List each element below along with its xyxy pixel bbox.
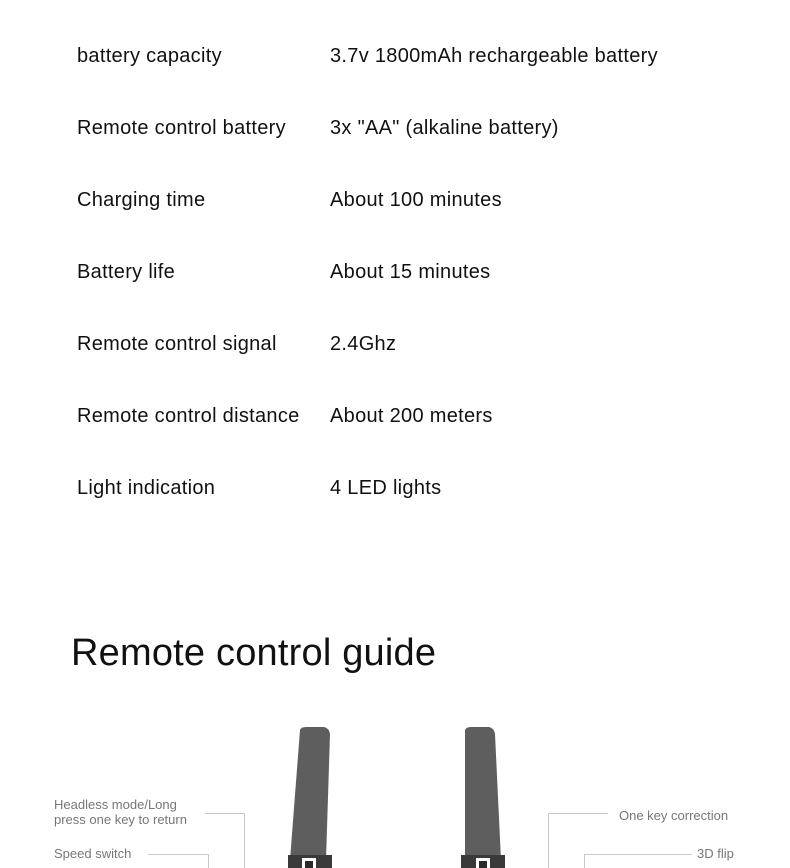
spec-value: About 200 meters [330, 405, 493, 427]
leader-line [208, 854, 209, 868]
spec-value: About 100 minutes [330, 189, 502, 211]
spec-label: Remote control distance [77, 405, 300, 427]
leader-line [548, 813, 608, 814]
spec-label: Charging time [77, 189, 206, 211]
spec-value: 4 LED lights [330, 477, 442, 499]
spec-value: 3x "AA" (alkaline battery) [330, 117, 559, 139]
leader-line [584, 854, 585, 868]
leader-line [205, 813, 244, 814]
spec-value: 3.7v 1800mAh rechargeable battery [330, 45, 658, 67]
leader-line [244, 813, 245, 868]
left-antenna-icon [288, 727, 332, 868]
spec-value: About 15 minutes [330, 261, 491, 283]
right-antenna-icon [461, 727, 505, 868]
spec-label: Remote control battery [77, 117, 286, 139]
spec-label: battery capacity [77, 45, 222, 67]
leader-line [148, 854, 208, 855]
spec-label: Battery life [77, 261, 176, 283]
spec-label: Light indication [77, 477, 216, 499]
spec-label: Remote control signal [77, 333, 277, 355]
headless-mode-label-line2: press one key to return [54, 812, 187, 827]
leader-line [584, 854, 692, 855]
speed-switch-label: Speed switch [54, 846, 132, 861]
3d-flip-label: 3D flip [697, 846, 734, 861]
one-key-correction-label: One key correction [619, 808, 729, 823]
guide-title: Remote control guide [71, 632, 437, 674]
headless-mode-label: Headless mode/Long [54, 797, 177, 812]
leader-line [548, 813, 549, 868]
spec-value: 2.4Ghz [330, 333, 397, 355]
